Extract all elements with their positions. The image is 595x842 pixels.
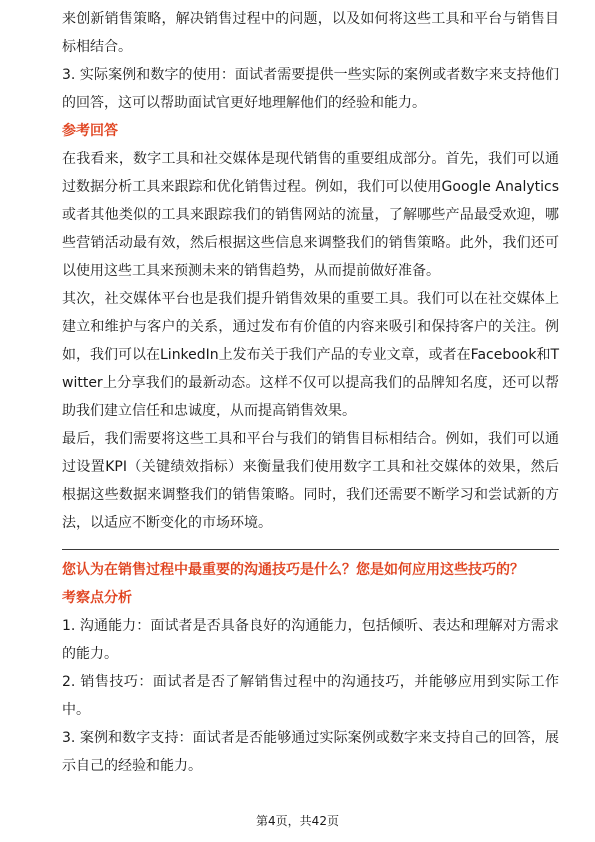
analysis-heading: 考察点分析 [62,590,132,606]
intro-paragraph: 来创新销售策略，解决销售过程中的问题，以及如何将这些工具和平台与销售目标相结合。 [62,11,559,55]
reference-answer-heading: 参考回答 [62,123,118,139]
analysis-point-3: 3. 案例和数字支持：面试者是否能够通过实际案例或数字来支持自己的回答，展示自己的经验和能力。 [62,730,559,774]
reference-paragraph-1: 在我看来，数字工具和社交媒体是现代销售的重要组成部分。首先，我们可以通过数据分析工具来跟踪和优化销售过程。例如，我们可以使用Google Analytics或者其他类似的工具来跟踪我们的销售网站的流量，了解哪些产品最受欢迎，哪些营销活动最有效，然后根据这些信息来调整我们的销售策略。此外，我们还可以使用这些工具来预测未来的销售趋势，从而提前做好准备。 [62,151,559,279]
section-divider [62,549,559,550]
point-3: 3. 实际案例和数字的使用：面试者需要提供一些实际的案例或者数字来支持他们的回答，这可以帮助面试官更好地理解他们的经验和能力。 [62,67,559,111]
page-footer: 第4页，共42页 [256,814,339,828]
content-block [62,5,559,780]
reference-paragraph-2: 其次，社交媒体平台也是我们提升销售效果的重要工具。我们可以在社交媒体上建立和维护与客户的关系，通过发布有价值的内容来吸引和保持客户的关注。例如，我们可以在LinkedIn上发布关于我们产品的专业文章，或者在Facebook和Twitter上分享我们的最新动态。这样不仅可以提高我们的品牌知名度，还可以帮助我们建立信任和忠诚度，从而提高销售效果。 [62,291,560,419]
question-title: 您认为在销售过程中最重要的沟通技巧是什么？您是如何应用这些技巧的？ [62,562,524,578]
reference-paragraph-3: 最后，我们需要将这些工具和平台与我们的销售目标相结合。例如，我们可以通过设置KPI（关键绩效指标）来衡量我们使用数字工具和社交媒体的效果，然后根据这些数据来调整我们的销售策略。同时，我们还需要不断学习和尝试新的方法，以适应不断变化的市场环境。 [62,431,559,531]
document-page [62,0,559,842]
analysis-point-1: 1. 沟通能力：面试者是否具备良好的沟通能力，包括倾听、表达和理解对方需求的能力。 [62,618,559,662]
analysis-point-2: 2. 销售技巧：面试者是否了解销售过程中的沟通技巧，并能够应用到实际工作中。 [62,674,559,718]
